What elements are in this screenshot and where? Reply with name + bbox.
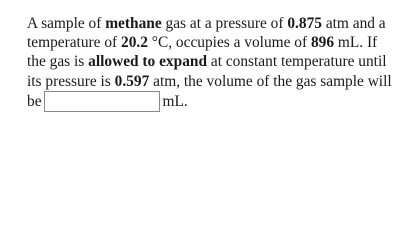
question-line-3: [27, 52, 405, 71]
question-text-fragment: be: [27, 92, 42, 110]
substance-name: methane: [105, 15, 162, 32]
question-text-fragment: at constant temperature until: [207, 53, 387, 71]
initial-volume-value: 896: [310, 34, 335, 52]
question-text-fragment: atm, the volume of the gas sample will: [149, 72, 392, 90]
question-text-fragment: its pressure is: [27, 72, 115, 90]
question-text-fragment: gas at a pressure of: [161, 15, 288, 32]
question-text-fragment: mL. If: [334, 34, 378, 52]
question-text: [27, 14, 405, 112]
final-pressure-value: 0.597: [114, 72, 150, 90]
question-line-2: [27, 33, 405, 52]
question-line-1: [27, 14, 405, 33]
question-line-4: [27, 72, 405, 91]
answer-unit-label: mL.: [162, 92, 188, 110]
question-text-fragment: temperature of: [27, 34, 122, 52]
question-text-fragment: atm and a: [321, 15, 386, 32]
question-text-fragment: A sample of: [27, 15, 106, 32]
question-text-fragment: the gas is: [27, 53, 89, 71]
volume-answer-input[interactable]: [44, 91, 160, 112]
temperature-value: 20.2: [121, 34, 148, 52]
process-description: allowed to expand: [88, 53, 208, 71]
question-text-fragment: °C, occupies a volume of: [147, 34, 311, 52]
initial-pressure-value: 0.875: [287, 15, 322, 32]
question-line-5: [27, 91, 405, 112]
